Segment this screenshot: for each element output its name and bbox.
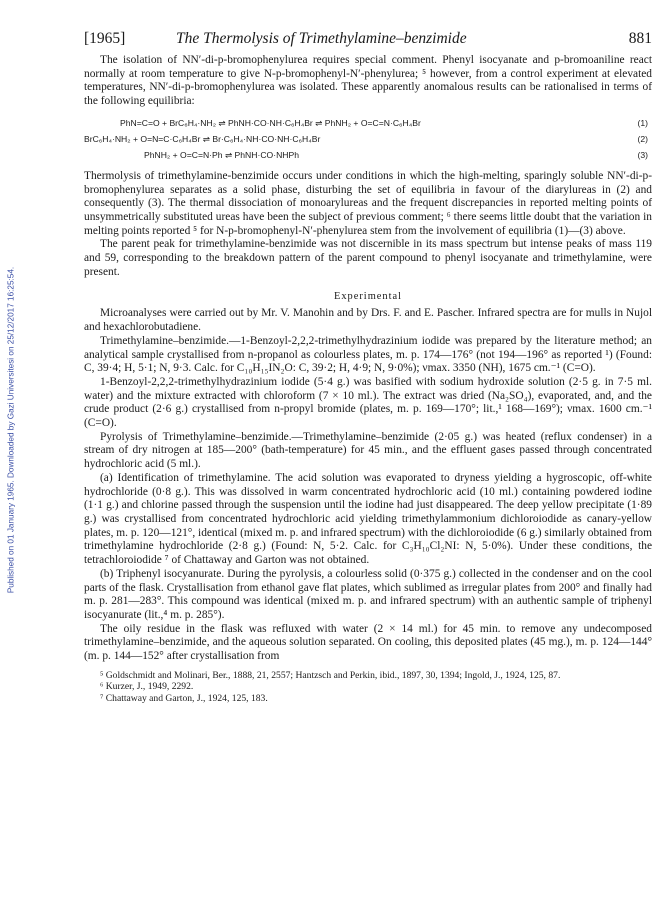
header-year: [1965] bbox=[84, 30, 126, 47]
section-heading-experimental: Experimental bbox=[334, 291, 402, 303]
footnote: ⁵ Goldschmidt and Molinari, Ber., 1888, 21, 2557; Hantzsch and Perkin, ibid., 1897, 30, 1394; Ingold, J., 1924, 125, 87. bbox=[100, 669, 561, 681]
equation-3 bbox=[84, 148, 652, 164]
equation-2 bbox=[84, 132, 652, 148]
paragraph-isocyanurate: (b) Triphenyl isocyanurate. During the pyrolysis, a colourless solid (0·375 g.) collected in the condenser and on the cool parts of the flask. Crystallisation from ethanol gave flat plates, which sublimed as irregular plates from 200° and finally had m. p. 281—283°. This compound was identical (mixed m. p. and infrared spectrum) with an authentic sample of triphenyl isocyanurate (lit.,⁴ m. p. 285°). bbox=[84, 567, 652, 621]
publication-note: Published on 01 January 1965. Downloaded by Gazi Universitesi on 25/12/2017 16:25:54. bbox=[6, 266, 16, 594]
equation-number: (2) bbox=[637, 133, 648, 144]
running-header bbox=[84, 30, 652, 54]
equation-text: PhN=C=O + BrC₆H₄·NH₂ ⇌ PhNH·CO·NH·C₆H₄Br ⇌ PhNH₂ + O=C=N·C₆H₄Br bbox=[120, 117, 421, 128]
header-title: The Thermolysis of Trimethylamine–benzimide bbox=[176, 30, 467, 47]
paragraph-oily-residue: The oily residue in the flask was refluxed with water (2 × 14 ml.) for 45 min. to remove any undecomposed trimethylamine–benzimide, and the aqueous solution separated. On cooling, this deposited plates (45 mg.), m. p. 124—144° (m. p. 144—152° after crystallisation from bbox=[84, 622, 652, 663]
paragraph-benzimide-prep: Trimethylamine–benzimide.—1-Benzoyl-2,2,2-trimethylhydrazinium iodide was prepared by the literature method; an analytical sample crystallised from n-propanol as colourless plates, m. p. 174—176° (not 194—196° as reported ¹) (Found: C, 39·4; H, 5·1; N, 9·3. Calc. for C₁₀H₁₅IN₂O: C, 39·2; H, 4·9; N, 9·0%); νmax. 3350 (NH), 1675 cm.⁻¹ (C=O). bbox=[84, 334, 652, 375]
page-number: 881 bbox=[628, 30, 652, 47]
equation-text: BrC₆H₄·NH₂ + O=N=C·C₆H₄Br ⇌ Br·C₆H₄·NH·CO·NH·C₆H₄Br bbox=[84, 133, 321, 144]
paragraph-mass-spectrum: The parent peak for trimethylamine-benzimide was not discernible in its mass spectrum but intense peaks of mass 119 and 59, corresponding to the breakdown pattern of the parent compound to phenyl isocyanate and trimethylamine, were present. bbox=[84, 238, 652, 278]
equilibria bbox=[84, 116, 652, 164]
equation-number: (1) bbox=[637, 117, 648, 128]
paragraph-microanalyses: Microanalyses were carried out by Mr. V. Manohin and by Drs. F. and E. Pascher. Infrared spectra are for mulls in Nujol and hexachlorobutadiene. bbox=[84, 307, 652, 334]
paragraph-basification: 1-Benzoyl-2,2,2-trimethylhydrazinium iodide (5·4 g.) was basified with sodium hydroxide solution (2·5 g. in 7·5 ml. water) and the mixture extracted with chloroform (7 × 10 ml.). The extract was dried (Na₂SO₄), evaporated, and, and the crude product (2·6 g.) crystallised from n-propyl bromide (plates, m. p. 169—170°; lit.,¹ 168—169°); νmax. 1600 cm.⁻¹ (C=O). bbox=[84, 375, 652, 430]
paragraph-trimethylamine-id: (a) Identification of trimethylamine. The acid solution was evaporated to dryness yielding a hygroscopic, off-white hydrochloride (0·8 g.). This was dissolved in warm concentrated hydrochloric acid (10 ml.) containing powdered iodine (1·1 g.) and chlorine passed through the suspension until the iodine had just disappeared. The deep yellow precipitate (1·89 g.) was crystallised from concentrated hydrochloric acid yielding trimethylammonium dichloroiodide as canary-yellow plates, m. p. 120—121°, identical (mixed m. p. and infrared spectrum) with the dichloroiodide (6 g.) similarly obtained from trimethylamine hydrochloride (2·8 g.) (Found: N, 5·2. Calc. for C₃H₁₀Cl₂NI: N, 5·0%). Under these conditions, the tetrachloroiodide ⁷ of Chattaway and Garton was not obtained. bbox=[84, 471, 652, 567]
publication-sidebar bbox=[4, 150, 18, 710]
paragraph-pyrolysis: Pyrolysis of Trimethylamine–benzimide.—Trimethylamine–benzimide (2·05 g.) was heated (reflux condenser) in a stream of dry nitrogen at 185—200° (bath-temperature) for 45 min., and the effluent gases passed through concentrated hydrochloric acid (5 ml.). bbox=[84, 430, 652, 471]
paragraph-isolation: The isolation of NN′-di-p-bromophenylurea requires special comment. Phenyl isocyanate and p-bromoaniline react normally at room temperature to give N-p-bromophenyl-N′-phenylurea; ⁵ however, from a control experiment at elevated temperatures, NN′-di-p-bromophenylurea was isolated. These apparently anomalous results can be rationalised in terms of the following equilibria: bbox=[84, 54, 652, 108]
footnote: ⁷ Chattaway and Garton, J., 1924, 125, 183. bbox=[100, 692, 268, 704]
equation-number: (3) bbox=[637, 149, 648, 160]
paragraph-thermolysis: Thermolysis of trimethylamine-benzimide occurs under conditions in which the high-melting, sparingly soluble NN′-di-p-bromophenylurea separates as a solid phase, disturbing the set of equilibria in favour of the diarylureas in (2) and consequently (3). The thermal dissociation of monoarylureas and the frequent discrepancies in reported melting points of unsymmetrically substituted ureas have been the subject of previous comment; ⁶ there seems little doubt that the variation in melting points reported ⁵ for N-p-bromophenyl-N′-phenylurea stem from the involvement of equilibria (1)—(3) above. bbox=[84, 169, 652, 237]
equation-text: PhNH₂ + O=C=N·Ph ⇌ PhNH·CO·NHPh bbox=[144, 149, 299, 160]
equation-1 bbox=[84, 116, 652, 132]
page bbox=[84, 30, 652, 704]
footnote: ⁶ Kurzer, J., 1949, 2292. bbox=[100, 681, 194, 693]
footnotes bbox=[84, 670, 652, 704]
